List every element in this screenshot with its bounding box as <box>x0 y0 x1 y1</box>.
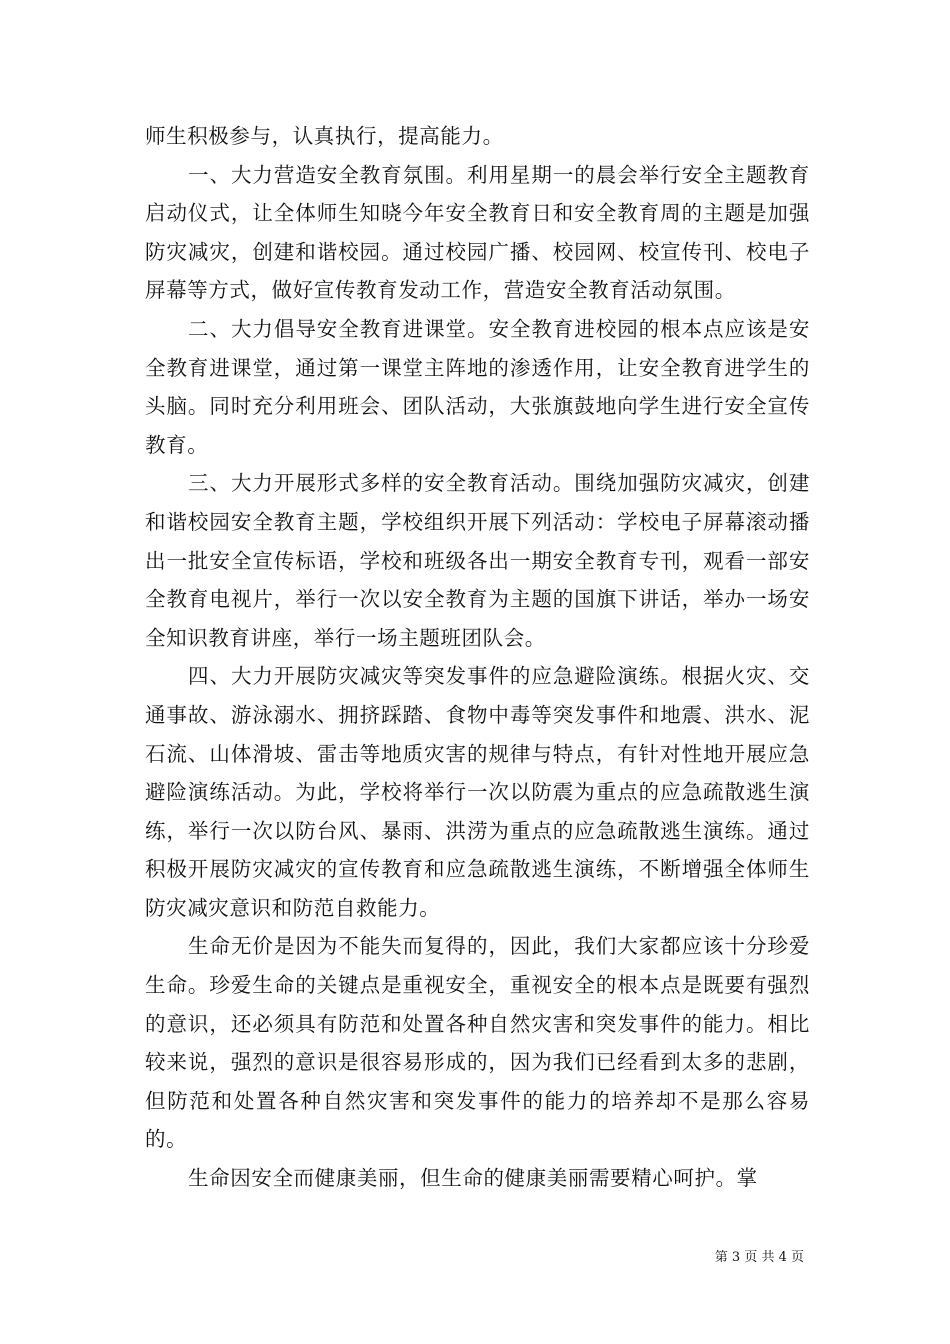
paragraph-continuation: 师生积极参与，认真执行，提高能力。 <box>145 124 504 148</box>
paragraph-section-four: 四、大力开展防灾减灾等突发事件的应急避险演练。根据火灾、交通事故、游泳溺水、拥挤踩踏、食物中毒等突发事件和地震、洪水、泥石流、山体滑坡、雷击等地质灾害的规律与特点，有针对性地开展应急避险演练活动。为此，学校将举行一次以防震为重点的应急疏散逃生演练，举行一次以防台风、暴雨、洪涝为重点的应急疏散逃生演练。通过积极开展防灾减灾的宣传教育和应急疏散逃生演练，不断增强全体师生防灾减灾意识和防范自救能力。 <box>145 664 810 920</box>
paragraph-section-one: 一、大力营造安全教育氛围。利用星期一的晨会举行安全主题教育启动仪式，让全体师生知晓今年安全教育日和安全教育周的主题是加强防灾减灾，创建和谐校园。通过校园广播、校园网、校宣传刊、校电子屏幕等方式，做好宣传教育发动工作，营造安全教育活动氛围。 <box>145 162 810 303</box>
paragraph-section-three: 三、大力开展形式多样的安全教育活动。围绕加强防灾减灾，创建和谐校园安全教育主题，学校组织开展下列活动：学校电子屏幕滚动播出一批安全宣传标语，学校和班级各出一期安全教育专刊，观看一部安全教育电视片，举行一次以安全教育为主题的国旗下讲话，举办一场安全知识教育讲座，举行一场主题班团队会。 <box>145 471 810 650</box>
paragraph-section-two: 二、大力倡导安全教育进课堂。安全教育进校园的根本点应该是安全教育进课堂，通过第一课堂主阵地的渗透作用，让安全教育进学生的头脑。同时充分利用班会、团队活动，大张旗鼓地向学生进行安全宣传教育。 <box>145 316 810 457</box>
paragraph-life-safety: 生命因安全而健康美丽，但生命的健康美丽需要精心呵护。掌 <box>188 1166 758 1191</box>
page-number-footer: 第 3 页 共 4 页 <box>714 1250 804 1265</box>
document-body <box>145 117 810 1198</box>
paragraph-life-value: 生命无价是因为不能失而复得的，因此，我们大家都应该十分珍爱生命。珍爱生命的关键点是重视安全，重视安全的根本点是既要有强烈的意识，还必须具有防范和处置各种自然灾害和突发事件的能力。相比较来说，强烈的意识是很容易形成的，因为我们已经看到太多的悲剧，但防范和处置各种自然灾害和突发事件的能力的培养却不是那么容易的。 <box>145 934 810 1152</box>
